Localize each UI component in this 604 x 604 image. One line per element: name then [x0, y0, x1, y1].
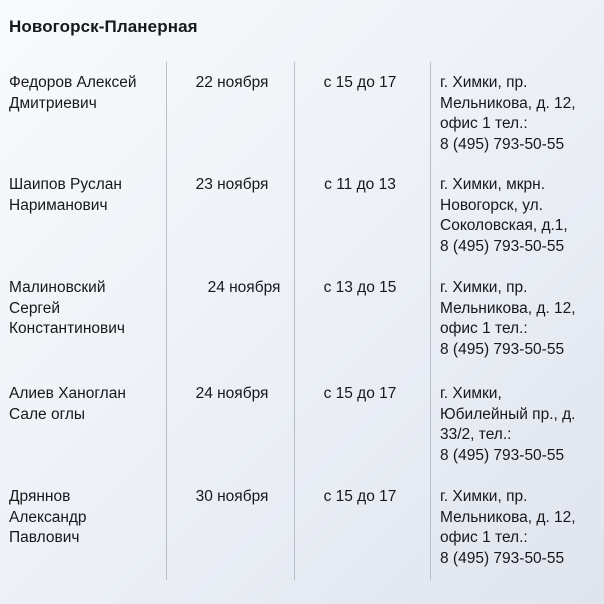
table-row-time: с 15 до 17	[323, 488, 397, 505]
table-row-name: Малиновский Сергей Константинович	[9, 279, 125, 337]
table-row-name: Дряннов Александр Павлович	[9, 488, 87, 546]
page-title: Новогорск-Планерная	[9, 17, 198, 36]
table-row-address: г. Химки, мкрн. Новогорск, ул. Соколовская, д.1, 8 (495) 793-50-55	[440, 176, 568, 255]
table-row-address: г. Химки, пр. Мельникова, д. 12, офис 1 тел.: 8 (495) 793-50-55	[440, 488, 576, 567]
table-row-date: 24 ноября	[195, 385, 269, 402]
table-row-address: г. Химки, пр. Мельникова, д. 12, офис 1 тел.: 8 (495) 793-50-55	[440, 74, 576, 153]
table-row-date: 22 ноября	[195, 74, 269, 91]
table-row-time: с 11 до 13	[324, 176, 396, 193]
table-row-time: с 15 до 17	[323, 74, 397, 91]
table-row-name: Шаипов Руслан Нариманович	[9, 176, 122, 214]
table-row-time: с 13 до 15	[323, 279, 397, 296]
column-divider	[294, 62, 295, 580]
table-row-date: 24 ноября	[207, 279, 281, 296]
table-row-date: 30 ноября	[195, 488, 269, 505]
table-row-name: Федоров Алексей Дмитриевич	[9, 74, 137, 112]
table-row-address: г. Химки, Юбилейный пр., д. 33/2, тел.: 8 (495) 793-50-55	[440, 385, 576, 464]
column-divider	[430, 62, 431, 580]
table-row-name: Алиев Ханоглан Сале оглы	[9, 385, 126, 423]
table-row-time: с 15 до 17	[323, 385, 397, 402]
table-row-address: г. Химки, пр. Мельникова, д. 12, офис 1 тел.: 8 (495) 793-50-55	[440, 279, 576, 358]
table-row-date: 23 ноября	[195, 176, 269, 193]
